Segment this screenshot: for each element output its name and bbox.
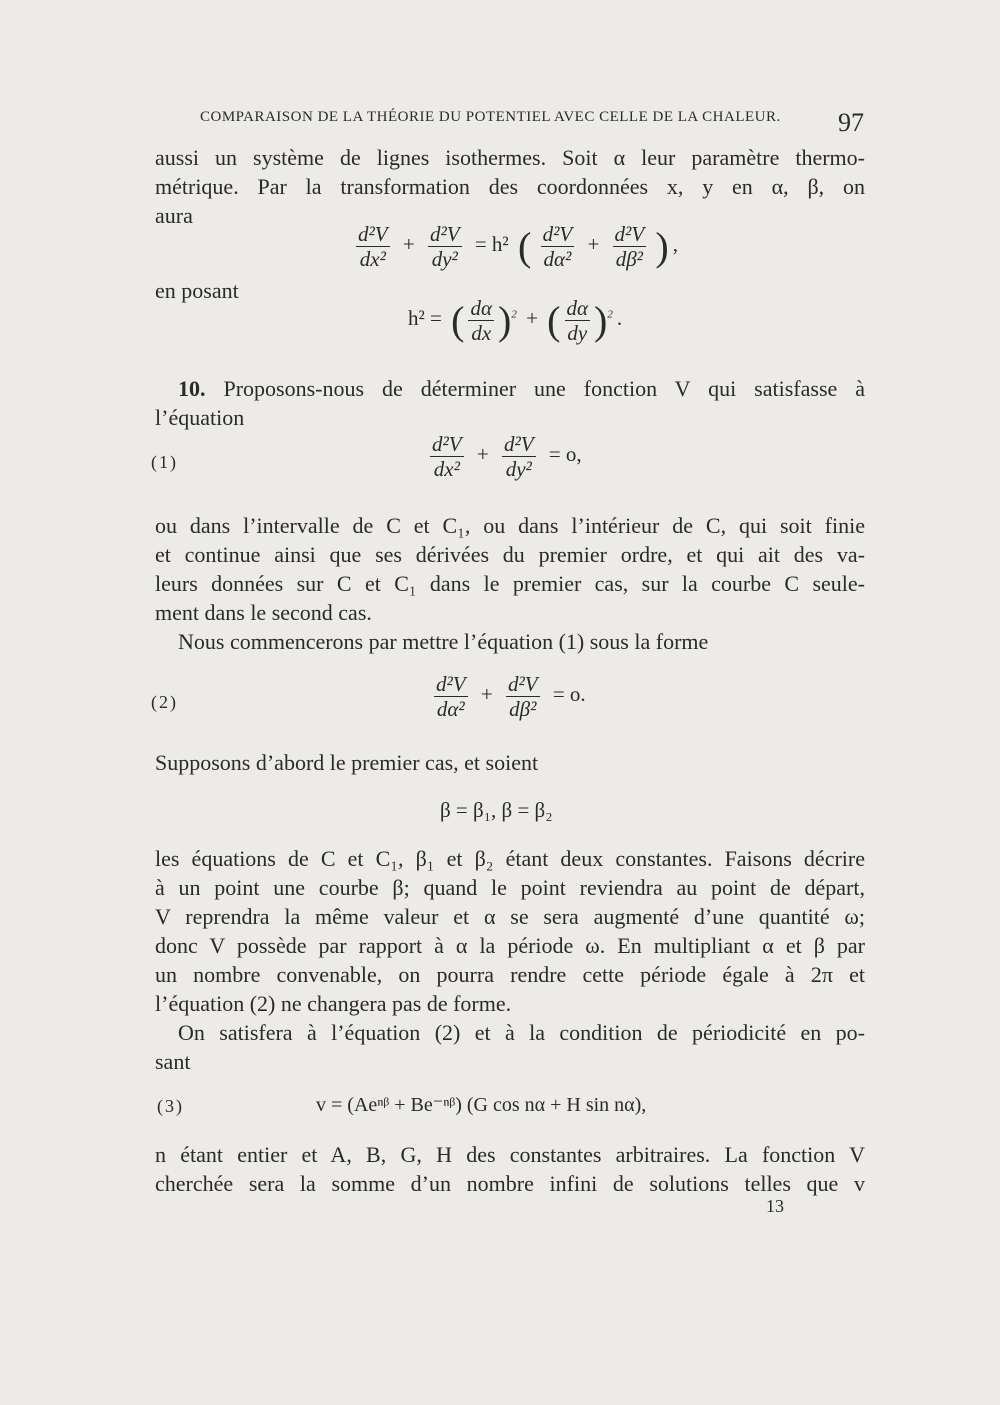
equation-rhs: = o. [552,682,586,707]
operator: + [402,232,415,257]
text-line: les équations de C et C₁, β₁ et β₂ étant deux constantes. Faisons décrire [155,846,865,871]
running-title: COMPARAISON DE LA THÉORIE DU POTENTIEL AVEC CELLE DE LA CHALEUR. [200,109,781,125]
equation-rhs: = o, [548,442,582,467]
equation-1 [426,432,586,481]
page-number: 97 [838,108,864,137]
equation-beta-curves: β = β₁, β = β₂ [440,798,553,822]
punctuation: , [672,232,678,257]
operator: = h² [474,232,509,257]
signature-mark: 13 [766,1196,784,1216]
text-line: en posant [155,278,239,303]
text-line: Proposons-nous de déterminer une fonction V qui satisfasse à [223,376,866,401]
numerator: d²V [436,672,466,696]
equation-lhs: h² = [408,306,442,331]
text-line: Nous commencerons par mettre l’équation (1) sous la forme [178,629,709,654]
text-line: Supposons d’abord le premier cas, et soient [155,750,539,775]
denominator: dx² [433,457,460,481]
equation-label: (2) [151,692,178,712]
denominator: dx [471,321,492,345]
denominator: dy² [431,247,458,271]
text-line: aussi un système de lignes isothermes. Soit α leur paramètre thermo- [155,145,865,170]
numerator: d²V [358,222,388,246]
numerator: d²V [542,222,573,246]
numerator: dα [470,296,492,320]
numerator: d²V [429,222,460,246]
numerator: d²V [503,432,534,456]
denominator: dβ² [615,247,643,271]
operator: + [480,682,493,707]
text-line: et continue ainsi que ses dérivées du premier ordre, et qui ait des va- [155,542,865,567]
text-line: un nombre convenable, on pourra rendre cette période égale à 2π et [155,962,865,987]
text-line: l’équation (2) ne changera pas de forme. [155,991,512,1016]
text-line: aura [155,203,193,228]
text-line: ment dans le second cas. [155,600,372,625]
numerator: d²V [432,432,462,456]
text-line: n étant entier et A, B, G, H des constantes arbitraires. La fonction V [155,1142,865,1167]
text-line: ou dans l’intervalle de C et C₁, ou dans l’intérieur de C, qui soit finie [155,513,865,538]
operator: + [526,306,538,331]
text-line: cherchée sera la somme d’un nombre infini de solutions telles que v [155,1171,865,1196]
equation-3: v = (Aeⁿᵝ + Be⁻ⁿᵝ) (G cos nα + H sin nα), [316,1094,647,1116]
text-line: à un point une courbe β; quand le point reviendra au point de départ, [155,875,865,900]
section-10-first-line [178,374,865,404]
text-line: l’équation [155,405,245,430]
equation-h-squared: h² = ( $\frac{d\alpha}{dx}$ )$^2$ + ( $\frac{d\alpha}{dy}$ )$^2$ . [408,296,623,345]
text-line: sant [155,1049,191,1074]
denominator: dy [567,321,588,345]
denominator: dβ² [509,697,537,721]
denominator: dx² [359,247,386,271]
section-number: 10. [178,376,206,401]
equation-label: (3) [157,1096,184,1116]
text-line: métrique. Par la transformation des coordonnées x, y en α, β, on [155,174,865,199]
text-line: donc V possède par rapport à α la période ω. En multipliant α et β par [155,933,865,958]
text-line: V reprendra la même valeur et α se sera augmenté d’une quantité ω; [155,904,865,929]
numerator: dα [566,296,589,320]
equation-2 [430,672,590,721]
text-line: leurs données sur C et C₁ dans le premier cas, sur la courbe C seule- [155,571,865,596]
equation-label: (1) [151,452,178,472]
denominator: dy² [505,457,532,481]
operator: + [476,442,489,467]
numerator: d²V [614,222,645,246]
numerator: d²V [507,672,538,696]
denominator: dα² [436,697,465,721]
equation-laplacian-transform: $\frac{\text{d²V}}{\text{dx²}}$ + $\frac{\text{d²V}}{\text{dy²}}$ = h² ( $\frac{\text{d²V}}{\text{dα²}}$ + $\frac{\text{d²V}}{\text{dβ²}}$ ) , [358,222,678,271]
punctuation: . [616,306,623,331]
text-line: On satisfera à l’équation (2) et à la condition de périodicité en po- [178,1020,865,1045]
denominator: dα² [543,247,572,271]
